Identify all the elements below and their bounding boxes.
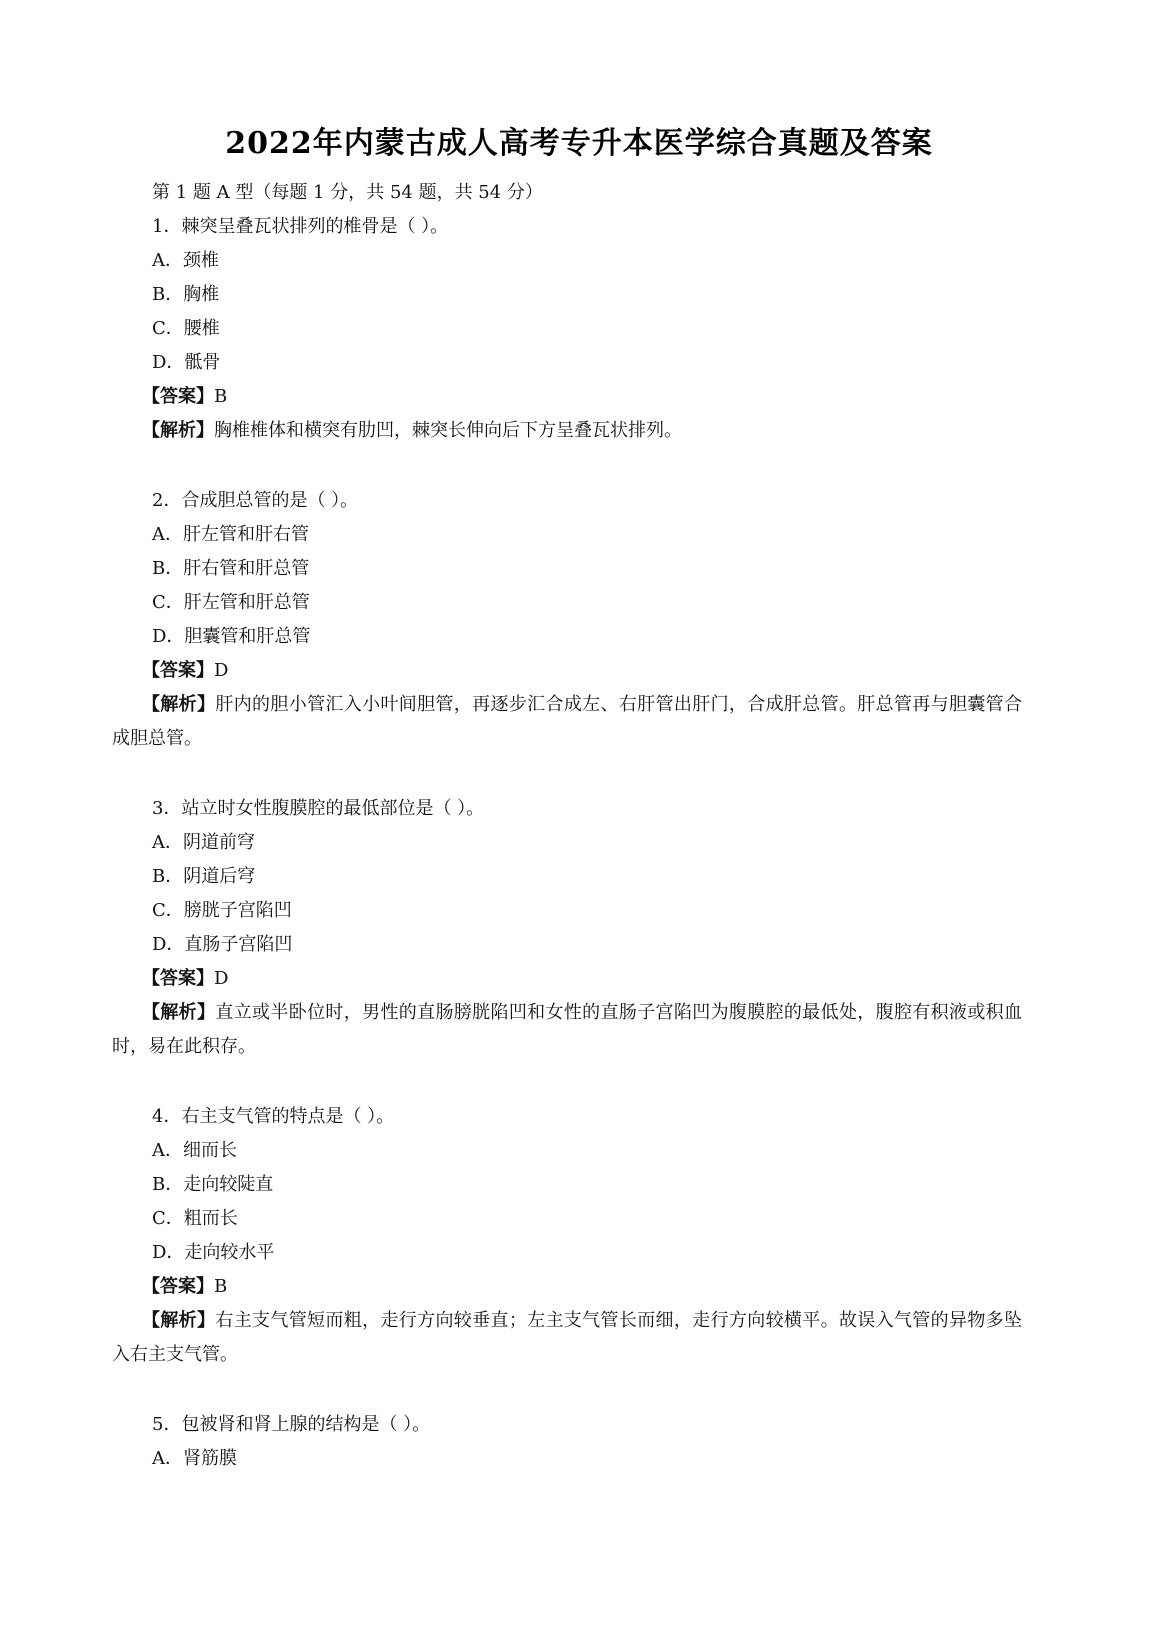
option-c: C．肝左管和肝总管 [152, 592, 310, 613]
option-b: B．阴道后穹 [152, 866, 256, 887]
option-a: A．阴道前穹 [152, 832, 255, 853]
answer-label: 【答案】 [142, 386, 214, 407]
option-a: A．肝左管和肝右管 [152, 524, 309, 545]
answer-value: B [214, 386, 228, 407]
answer-value: D [214, 968, 229, 989]
answer-value: B [214, 1276, 228, 1297]
option-b: B．肝右管和肝总管 [152, 558, 310, 579]
answer-line [112, 654, 1022, 688]
analysis-paragraph [112, 414, 1022, 448]
option-b: B．走向较陡直 [152, 1174, 274, 1195]
question-stem: 4．右主支气管的特点是（ ）。 [152, 1106, 395, 1127]
option-c: C．腰椎 [152, 318, 220, 339]
question-1 [112, 210, 1022, 448]
analysis-text: 胸椎椎体和横突有肋凹，棘突长伸向后下方呈叠瓦状排列。 [214, 420, 682, 441]
analysis-label: 【解析】 [142, 420, 214, 441]
answer-line [112, 380, 1022, 414]
analysis-text: 肝内的胆小管汇入小叶间胆管，再逐步汇合成左、右肝管出肝门，合成肝总管。肝总管再与胆囊管合成胆总管。 [112, 694, 1023, 749]
analysis-paragraph [112, 996, 1022, 1064]
question-3 [112, 792, 1022, 1064]
option-d: D．走向较水平 [152, 1242, 275, 1263]
answer-label: 【答案】 [142, 1276, 214, 1297]
option-d: D．骶骨 [152, 352, 221, 373]
option-a: A．颈椎 [152, 250, 219, 271]
question-4 [112, 1100, 1022, 1372]
option-d: D．胆囊管和肝总管 [152, 626, 311, 647]
analysis-paragraph [112, 1304, 1022, 1372]
analysis-label: 【解析】 [142, 1002, 216, 1023]
analysis-label: 【解析】 [142, 694, 216, 715]
document-body [112, 176, 1022, 1476]
question-stem: 2．合成胆总管的是（ ）。 [152, 490, 359, 511]
question-stem: 1．棘突呈叠瓦状排列的椎骨是（ ）。 [152, 216, 449, 237]
answer-value: D [214, 660, 229, 681]
option-a: A．肾筋膜 [152, 1448, 237, 1469]
question-stem: 5．包被肾和肾上腺的结构是（ ）。 [152, 1414, 431, 1435]
section-heading: 第 1 题 A 型（每题 1 分，共 54 题，共 54 分） [152, 182, 543, 203]
question-2 [112, 484, 1022, 756]
analysis-text: 右主支气管短而粗，走行方向较垂直；左主支气管长而细，走行方向较横平。故误入气管的异物多坠入右主支气管。 [112, 1310, 1023, 1365]
question-stem: 3．站立时女性腹膜腔的最低部位是（ ）。 [152, 798, 485, 819]
option-c: C．膀胱子宫陷凹 [152, 900, 292, 921]
analysis-label: 【解析】 [142, 1310, 216, 1331]
answer-line [112, 1270, 1022, 1304]
analysis-paragraph [112, 688, 1022, 756]
answer-line [112, 962, 1022, 996]
option-c: C．粗而长 [152, 1208, 238, 1229]
option-d: D．直肠子宫陷凹 [152, 934, 293, 955]
answer-label: 【答案】 [142, 660, 214, 681]
answer-label: 【答案】 [142, 968, 214, 989]
option-a: A．细而长 [152, 1140, 237, 1161]
option-b: B．胸椎 [152, 284, 220, 305]
analysis-text: 直立或半卧位时，男性的直肠膀胱陷凹和女性的直肠子宫陷凹为腹膜腔的最低处，腹腔有积液或积血时，易在此积存。 [112, 1002, 1023, 1057]
document-title: 2022年内蒙古成人高考专升本医学综合真题及答案 [225, 126, 933, 161]
question-5 [112, 1408, 1022, 1476]
